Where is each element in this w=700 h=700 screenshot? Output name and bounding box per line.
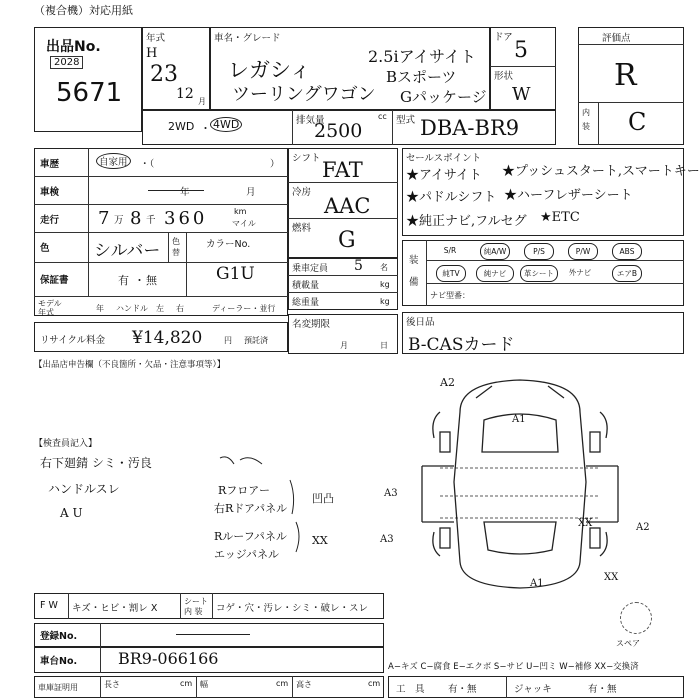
drive-4wd: 4WD — [210, 117, 242, 132]
garage-dims-box — [34, 676, 384, 698]
store-notes-label: 【出品店申告欄（不良箇所・欠品・注意事項等）】 — [34, 360, 226, 370]
history-close: ） — [270, 159, 280, 170]
drive-sep: ・ — [200, 122, 211, 135]
equip-aftermarket-nav: 外ナビ — [568, 268, 592, 277]
car-name: レガシィ — [228, 58, 311, 82]
capacity-value: 5 — [354, 258, 363, 274]
door-value: 5 — [514, 38, 528, 63]
handle-left: 左 — [156, 304, 164, 313]
fw-label: F W — [40, 600, 58, 611]
attachments-label: 後日品 — [406, 317, 435, 328]
displacement-label: 排気量 — [296, 115, 325, 126]
handle-right: 右 — [176, 304, 184, 313]
nav-model-label: ナビ型番： — [430, 291, 470, 300]
model-value: DBA-BR9 — [420, 116, 520, 140]
seat-label1: シート — [184, 597, 208, 606]
equip-ps: P/S — [524, 243, 554, 260]
load-label: 積載量 — [292, 281, 320, 291]
inspector-line: XX — [312, 534, 328, 547]
year-era: H — [146, 46, 158, 61]
color-change: 色替 — [172, 237, 180, 257]
ac-label: 冷房 — [292, 187, 312, 198]
width-unit: cm — [276, 679, 289, 688]
lot-label: 出品No. — [46, 39, 101, 55]
warranty-no: 無 — [146, 274, 157, 287]
color-code: G1U — [216, 264, 255, 284]
sales-item: ★ETC — [540, 210, 580, 225]
rating-value: R — [614, 58, 637, 93]
equip-airbag: エアB — [612, 265, 642, 282]
car-grade3: Gパッケージ — [400, 88, 487, 106]
year-label: 年式 — [146, 33, 166, 44]
sales-item: ★パドルシフト — [406, 190, 497, 205]
mileage-v1: 7 — [98, 208, 110, 229]
name-change-day: 日 — [380, 341, 388, 350]
model-year-unit: 年 — [96, 304, 104, 313]
tools-value: 有・無 — [448, 684, 477, 695]
inspector-line: Rフロアー — [218, 484, 270, 497]
equip-leather: 革シート — [520, 265, 558, 282]
fuel-label: 燃料 — [292, 223, 312, 234]
color-code-label: カラーNo. — [206, 239, 251, 250]
sales-item: ★純正ナビ,フルセグ — [406, 214, 527, 229]
name-change-label: 名変期限 — [292, 319, 331, 330]
inspector-line: 凹凸 — [312, 492, 334, 505]
registration-box — [34, 623, 384, 647]
car-label: 車名・グレード — [214, 33, 281, 44]
sales-item: ★ハーフレザーシート — [504, 188, 633, 203]
recycle-unit: 円 — [224, 336, 232, 345]
attachments-value: B-CASカード — [408, 335, 515, 355]
equip-genuine-aw: 純A/W — [480, 243, 510, 260]
length-label: 長さ — [104, 680, 120, 689]
equip-genuine-tv: 純TV — [436, 265, 466, 282]
shift-label: シフト — [292, 153, 321, 164]
seat-label2: 内 装 — [184, 607, 203, 616]
equip-sunroof: S/R — [443, 246, 457, 255]
width-label: 幅 — [200, 680, 208, 689]
history-sep: ・（ — [140, 159, 155, 170]
chassis-value: BR9-066166 — [118, 649, 219, 668]
damage-legend: A−キズ C−腐食 E−エクボ S−サビ U−凹ミ W−補修 XX−交換済 — [388, 662, 639, 672]
fw-items: キズ・ヒビ・割レ X — [72, 603, 158, 614]
shaken-year-unit: 年 — [180, 187, 190, 198]
seat-items: コゲ・穴・汚レ・シミ・破レ・スレ — [216, 603, 369, 614]
car-grade1: 2.5iアイサイト — [368, 47, 477, 66]
inspector-line: 右下廻錆 シミ・汚良 — [40, 456, 152, 470]
load-unit: kg — [380, 280, 390, 289]
garage-dims-label: 車庫証明用 — [38, 683, 78, 692]
damage-mark: XX — [578, 518, 593, 529]
color-value: シルバー — [94, 241, 161, 261]
model-year-label2: 年式 — [38, 308, 54, 317]
weight-label: 総重量 — [292, 298, 320, 308]
capacity-label: 乗車定員 — [292, 264, 329, 274]
sales-label: セールスポイント — [406, 153, 482, 164]
recycle-value: ¥14,820 — [132, 328, 203, 348]
interior-value: C — [628, 108, 647, 136]
name-change-month: 月 — [340, 341, 348, 350]
shift-value: FAT — [322, 158, 363, 182]
car-body: ツーリングワゴン — [232, 84, 376, 105]
door-label: ドア — [494, 32, 513, 43]
shaken-month-unit: 月 — [246, 187, 256, 198]
inspector-bracket-marks — [200, 450, 320, 560]
inspector-line: 右Rドアパネル — [214, 502, 288, 515]
damage-mark: A3 — [384, 488, 398, 499]
shape-value: W — [512, 84, 531, 105]
shape-label: 形状 — [494, 71, 514, 82]
jack-label: ジャッキ — [514, 684, 552, 695]
registration-label: 登録No. — [40, 631, 78, 642]
damage-mark: A2 — [440, 376, 455, 389]
displacement-unit: cc — [378, 112, 387, 121]
history-label: 車歴 — [40, 159, 60, 170]
inspector-label: 【検査員記入】 — [34, 439, 98, 449]
year-month: 12 — [176, 86, 194, 102]
sales-item: ★アイサイト — [406, 168, 482, 183]
damage-mark: XX — [604, 572, 619, 583]
handle-label: ハンドル — [116, 304, 148, 313]
inspector-line: A U — [60, 506, 83, 520]
tools-label: 工 具 — [396, 684, 425, 695]
jack-value: 有・無 — [588, 684, 617, 695]
model-year-label1: モデル — [38, 299, 62, 308]
equip-genuine-nav: 純ナビ — [476, 265, 514, 282]
history-own: 自家用 — [96, 153, 131, 169]
damage-mark: A2 — [636, 522, 650, 533]
mileage-v3: 360 — [164, 208, 208, 229]
height-label: 高さ — [296, 680, 312, 689]
lot-code: 2028 — [50, 56, 83, 69]
warranty-label: 保証書 — [40, 275, 69, 286]
year-value: 23 — [150, 62, 178, 87]
rating-label: 評価点 — [602, 33, 631, 44]
mileage-label: 走行 — [40, 215, 60, 226]
car-grade2: Bスポーツ — [386, 68, 457, 86]
capacity-unit: 名 — [380, 263, 388, 272]
mileage-u2: 千 — [146, 215, 156, 226]
fuel-value: G — [338, 228, 356, 253]
form-header: （複合機）対応用紙 — [34, 4, 133, 17]
displacement-value: 2500 — [314, 120, 363, 142]
lot-number: 5671 — [56, 78, 123, 108]
length-unit: cm — [180, 679, 193, 688]
weight-unit: kg — [380, 297, 390, 306]
dealer-label: ディーラー・並行 — [212, 304, 276, 313]
chassis-label: 車台No. — [40, 656, 78, 667]
model-label: 型式 — [396, 115, 416, 126]
inspector-line: ハンドルスレ — [48, 482, 120, 496]
recycle-label: リサイクル料金 — [40, 335, 106, 346]
damage-mark: A3 — [380, 534, 394, 545]
inspector-line: エッジパネル — [214, 548, 280, 561]
inspector-line: Rルーフパネル — [214, 530, 287, 543]
equip-abs: ABS — [612, 243, 642, 260]
mileage-v2: 8 — [130, 208, 142, 229]
mileage-unit-km: km — [234, 207, 247, 216]
warranty-yes: 有 — [118, 274, 129, 287]
mileage-u1: 万 — [114, 215, 124, 226]
spare-tire-icon — [620, 602, 652, 634]
mileage-unit-mile: マイル — [232, 219, 256, 228]
damage-mark: A1 — [530, 578, 544, 589]
shaken-label: 車検 — [40, 187, 60, 198]
car-damage-diagram — [400, 372, 640, 592]
sales-item: ★プッシュスタート,スマートキー — [502, 164, 700, 179]
equipment-label: 装備 — [409, 255, 419, 288]
warranty-sep: ・ — [134, 274, 145, 287]
drive-2wd: 2WD — [168, 120, 195, 133]
damage-mark: A1 — [512, 414, 526, 425]
height-unit: cm — [368, 679, 381, 688]
spare-label: スペア — [616, 639, 640, 648]
interior-label: 内装 — [582, 108, 590, 131]
ac-value: AAC — [324, 194, 371, 218]
year-month-unit: 月 — [198, 97, 206, 106]
color-label: 色 — [40, 243, 50, 254]
equip-pw: P/W — [568, 243, 598, 260]
recycle-deposit: 預託済 — [244, 336, 268, 345]
